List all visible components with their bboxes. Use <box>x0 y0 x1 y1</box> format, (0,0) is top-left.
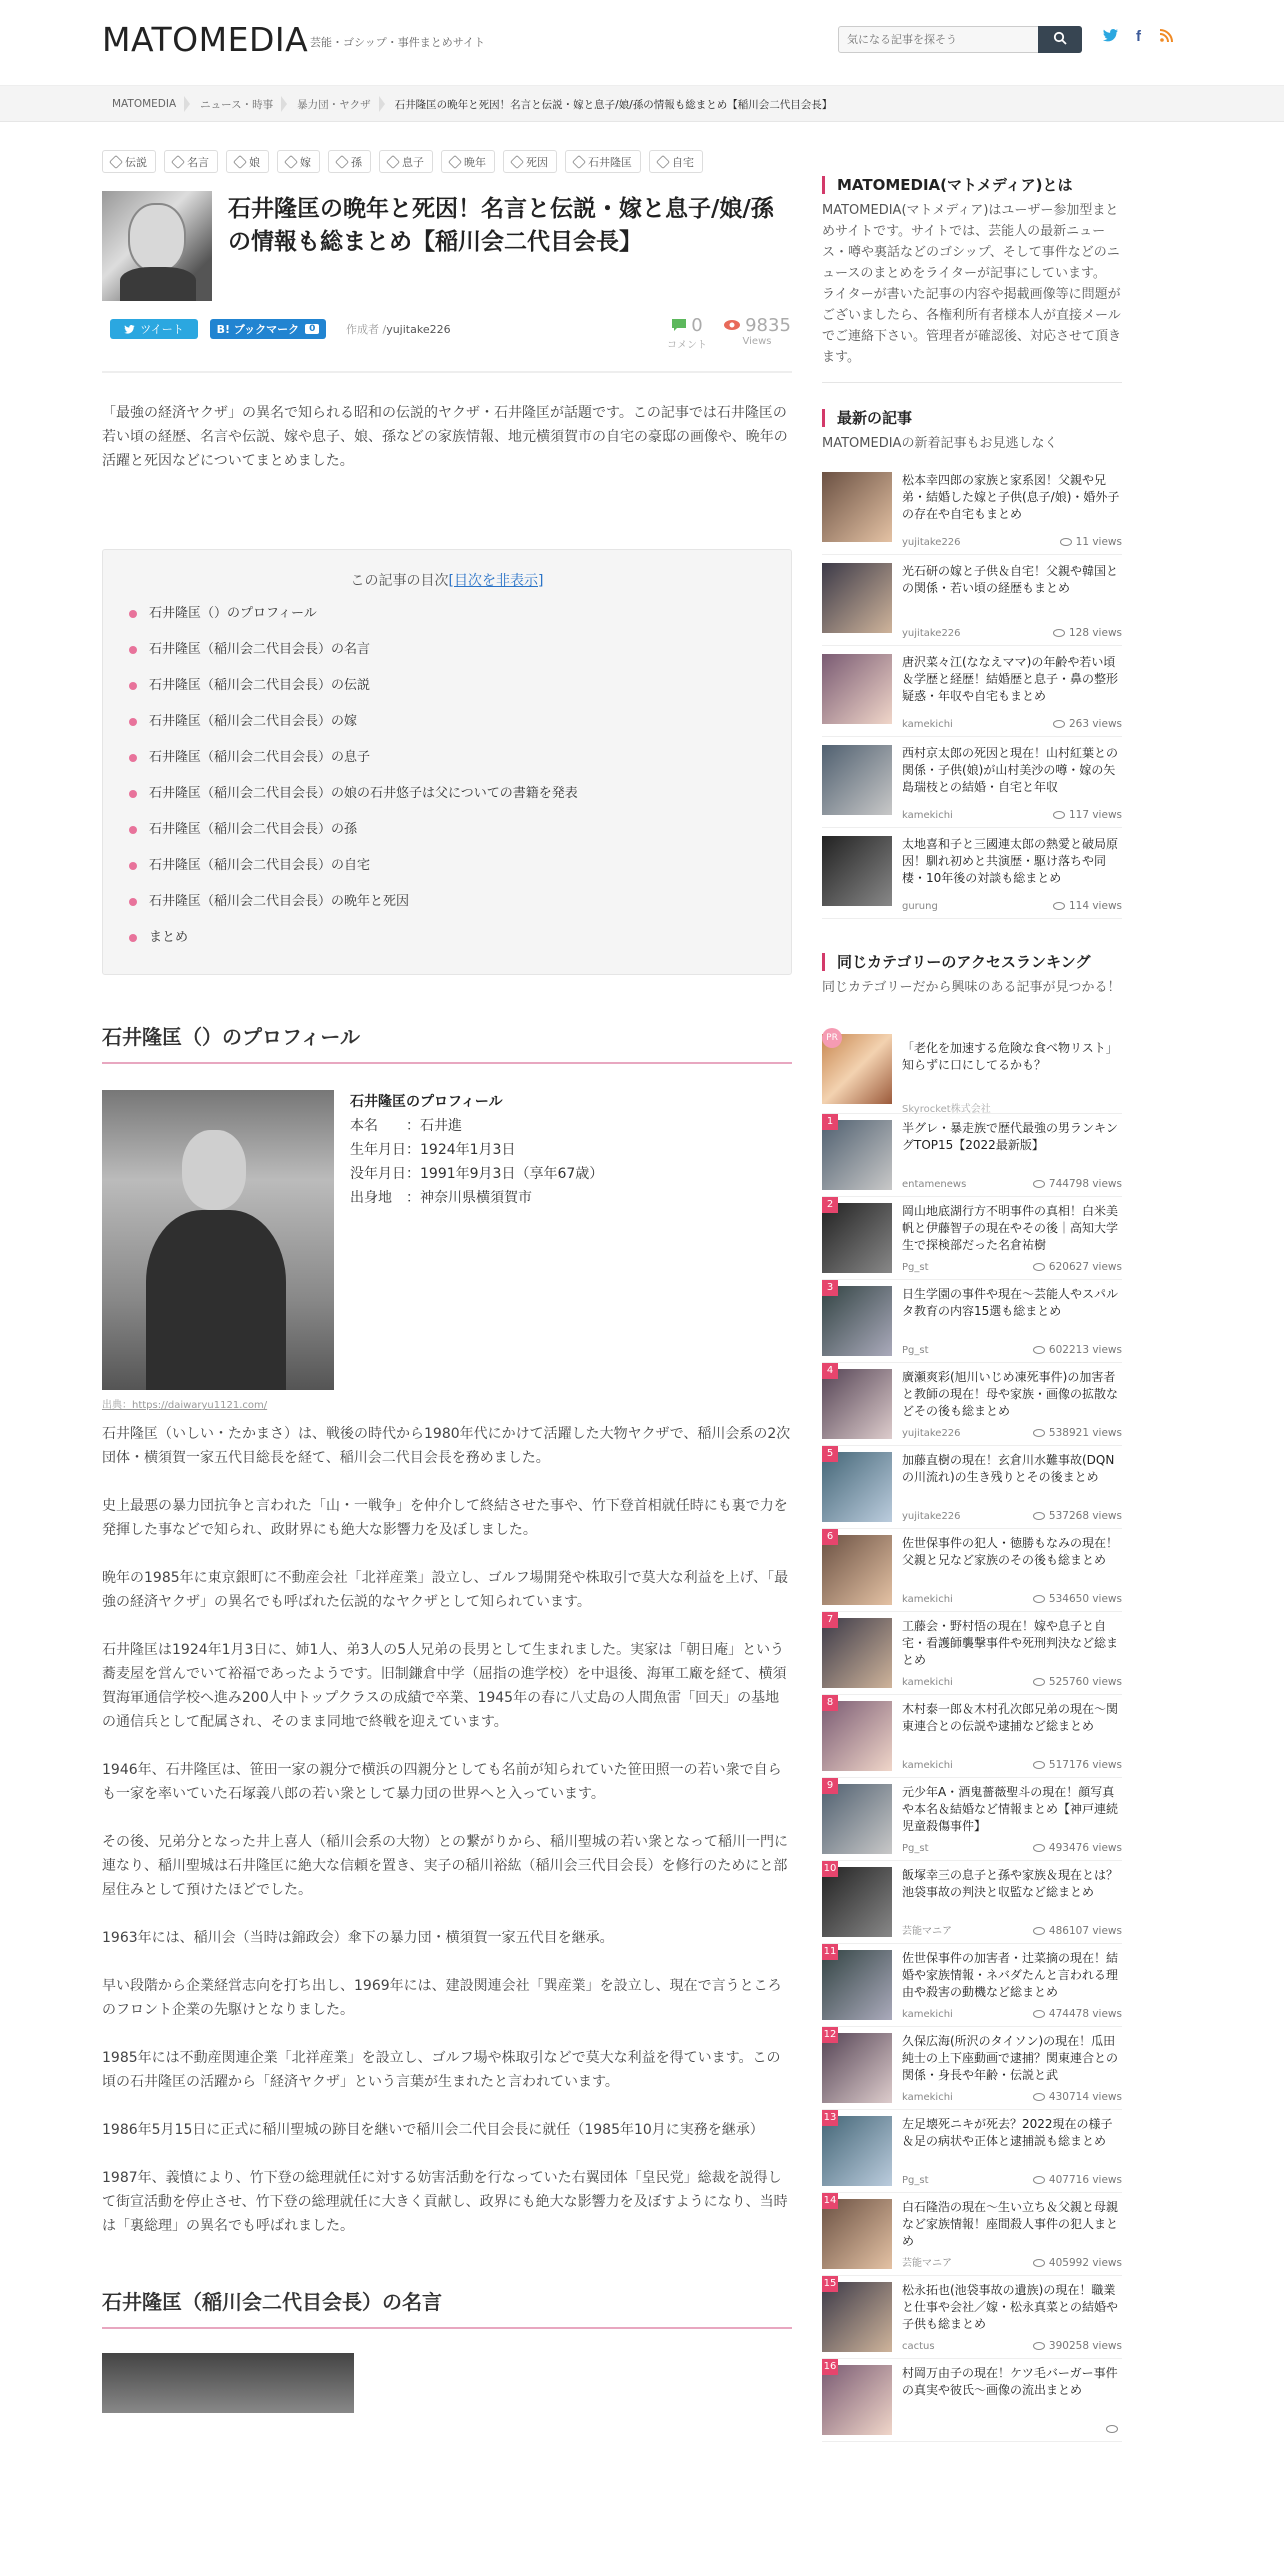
ranking-item[interactable] <box>822 2027 1122 2110</box>
latest-item[interactable] <box>822 828 1122 919</box>
tag-item[interactable]: 息子 <box>379 150 433 173</box>
comment-count[interactable]: 0 コメント <box>667 315 707 351</box>
ranking-views: 538921 views <box>1033 1427 1122 1439</box>
twitter-icon <box>124 325 135 334</box>
search-box <box>838 26 1082 53</box>
ranking-title: 工藤会・野村悟の現在！嫁や息子と自宅・看護師襲撃事件や死刑判決など総まとめ <box>902 1619 1119 1667</box>
latest-title: 西村京太郎の死因と現在！山村紅葉との関係・子供(娘)が山村美沙の噂・嫁の矢島瑞枝との結婚・自宅と年収 <box>902 746 1119 794</box>
toc-list <box>127 596 767 956</box>
tag-item[interactable]: 娘 <box>226 150 269 173</box>
rank-number: 15 <box>822 2276 838 2292</box>
latest-thumbnail <box>822 654 892 724</box>
ranking-title: 久保広海(所沢のタイソン)の現在！瓜田純士の上下座動画で逮捕？関東連合との関係・身長や年齢・伝説と武 <box>902 2034 1119 2082</box>
latest-item[interactable] <box>822 555 1122 646</box>
ranking-item[interactable] <box>822 1529 1122 1612</box>
toc-item[interactable]: 石井隆匡（稲川会二代目会長）の晩年と死因 <box>127 884 767 920</box>
profile-row: 出身地 ：神奈川県横須賀市 <box>350 1190 532 1206</box>
ranking-thumbnail <box>822 1618 892 1688</box>
ranking-title: 松永拓也(池袋事故の遺族)の現在！職業と仕事や会社／嫁・松永真菜との結婚や子供も総まとめ <box>902 2283 1119 2331</box>
body-paragraph: 1946年、石井隆匡は、笹田一家の親分で横浜の四親分としても名前が知られていた笹田照一の若い衆で自らも一家を率いていた石塚義八郎の若い衆として暴力団の世界へと入っています。 <box>102 1762 782 1802</box>
author-name[interactable]: yujitake226 <box>386 323 451 336</box>
latest-item[interactable] <box>822 646 1122 737</box>
rank-number: 2 <box>822 1197 838 1213</box>
ranking-thumbnail <box>822 1452 892 1522</box>
toc-item[interactable]: まとめ <box>127 920 767 956</box>
toc-item[interactable]: 石井隆匡（）のプロフィール <box>127 596 767 632</box>
ranking-item[interactable] <box>822 1363 1122 1446</box>
ranking-views: 534650 views <box>1033 1593 1122 1605</box>
latest-thumbnail <box>822 836 892 906</box>
latest-title: 光石研の嫁と子供＆自宅！父親や韓国との関係・若い頃の経歴もまとめ <box>902 564 1119 595</box>
section-heading: 石井隆匡（）のプロフィール <box>102 1021 792 1064</box>
body-paragraph: 晩年の1985年に東京銀町に不動産会社「北祥産業」設立し、ゴルフ場開発や株取引で莫大な利益を上げ、「最強の経済ヤクザ」の異名でも呼ばれた伝説的なヤクザとして知られています。 <box>102 1570 789 1610</box>
table-of-contents <box>102 549 792 975</box>
ranking-item[interactable] <box>822 1197 1122 1280</box>
eye-icon <box>1033 1346 1045 1354</box>
ranking-author[interactable]: 芸能マニア <box>902 1926 952 1937</box>
body-paragraph: 石井隆匡（いしい・たかまさ）は、戦後の時代から1980年代にかけて活躍した大物ヤクザで、稲川会系の2次団体・横須賀一家五代目総長を経て、稲川会二代目会長を務めました。 <box>102 1426 791 1466</box>
latest-title: 松本幸四郎の家族と家系図！父親や兄弟・結婚した嫁と子供(息子/娘)・婚外子の存在や自宅もまとめ <box>902 473 1120 521</box>
body-paragraph: 1987年、義憤により、竹下登の総理就任に対する妨害活動を行なっていた右翼団体「皇民党」総裁を説得して街宣活動を停止させ、竹下登の総理就任に大きく貢献し、政界にも絶大な影響力を及ぼすようになり、当時は「裏総理」の異名でも呼ばれました。 <box>102 2170 788 2234</box>
eye-icon <box>1033 2176 1045 2184</box>
tag-icon <box>510 154 524 168</box>
ranking-thumbnail <box>822 1535 892 1605</box>
eye-icon <box>1033 2342 1045 2350</box>
toc-item[interactable]: 石井隆匡（稲川会二代目会長）の伝説 <box>127 668 767 704</box>
ranking-item[interactable] <box>822 2276 1122 2359</box>
ranking-thumbnail <box>822 1867 892 1937</box>
ranking-author[interactable]: Pg_st <box>902 1262 929 1273</box>
latest-list <box>822 464 1122 919</box>
ranking-item[interactable] <box>822 2359 1122 2442</box>
body-paragraph: 早い段階から企業経営志向を打ち出し、1969年には、建設関連会社「巽産業」を設立し、現在で言うところのフロント企業の先駆けとなりました。 <box>102 1978 782 2018</box>
ranking-title: 佐世保事件の加害者・辻菜摘の現在！結婚や家族情報・ネバダたんと言われる理由や殺害の動機など総まとめ <box>902 1951 1119 1999</box>
latest-views: 117 views <box>1053 809 1122 821</box>
ranking-title: 白石隆浩の現在～生い立ち＆父親と母親など家族情報！座間殺人事件の犯人まとめ <box>902 2200 1119 2248</box>
toc-item[interactable]: 石井隆匡（稲川会二代目会長）の娘の石井悠子は父についての書籍を発表 <box>127 776 767 812</box>
ranking-author[interactable]: kamekichi <box>902 1677 953 1688</box>
rank-number: 7 <box>822 1612 838 1628</box>
sidebar <box>822 176 1122 2442</box>
ranking-author[interactable]: Pg_st <box>902 2175 929 2186</box>
ad-sponsor: Skyrocket株式会社 <box>902 1104 991 1115</box>
eye-icon <box>1033 1678 1045 1686</box>
eye-icon <box>1053 902 1065 910</box>
eye-icon <box>1033 2010 1045 2018</box>
ranking-author[interactable]: Pg_st <box>902 1843 929 1854</box>
profile-block <box>102 1090 792 1410</box>
profile-info <box>350 1090 603 1210</box>
breadcrumb <box>0 86 1284 122</box>
ranking-views: 390258 views <box>1033 2340 1122 2352</box>
latest-views: 263 views <box>1053 718 1122 730</box>
rank-number: 1 <box>822 1114 838 1130</box>
eye-icon <box>1053 811 1065 819</box>
ranking-thumbnail <box>822 1784 892 1854</box>
toc-item[interactable]: 石井隆匡（稲川会二代目会長）の嫁 <box>127 704 767 740</box>
comment-icon <box>671 318 687 332</box>
sidebar-latest-subtitle: MATOMEDIAの新着記事もお見逃しなく <box>822 436 1058 451</box>
toc-item[interactable]: 石井隆匡（稲川会二代目会長）の自宅 <box>127 848 767 884</box>
ad-item[interactable] <box>822 1028 1122 1114</box>
ranking-author[interactable]: entamenews <box>902 1179 967 1190</box>
ranking-item[interactable] <box>822 1695 1122 1778</box>
ranking-thumbnail <box>822 1120 892 1190</box>
ranking-views: 517176 views <box>1033 1759 1122 1771</box>
breadcrumb-yakuza[interactable]: 暴力団・ヤクザ <box>287 86 385 122</box>
ranking-thumbnail <box>822 1701 892 1771</box>
ad-title: 「老化を加速する危険な食べ物リスト」知らずに口にしてるかも？ <box>902 1041 1118 1072</box>
latest-thumbnail <box>822 472 892 542</box>
ranking-views: 486107 views <box>1033 1925 1122 1937</box>
ranking-thumbnail <box>822 1203 892 1273</box>
profile-photo <box>102 1090 334 1390</box>
latest-thumbnail <box>822 563 892 633</box>
latest-author[interactable]: kamekichi <box>902 719 953 730</box>
ranking-title: 岡山地底湖行方不明事件の真相！白米美帆と伊藤智子の現在やその後｜高知大学生で探検部だった名倉祐樹 <box>902 1204 1119 1252</box>
profile-row: 没年月日：1991年9月3日（享年67歳） <box>350 1166 604 1182</box>
rss-icon[interactable] <box>1160 28 1173 46</box>
ranking-item[interactable] <box>822 1280 1122 1363</box>
view-count: 9835 Views <box>722 315 792 347</box>
article-main <box>102 150 792 2413</box>
ranking-views: 405992 views <box>1033 2257 1122 2269</box>
rank-number: 13 <box>822 2110 838 2126</box>
rank-number: 6 <box>822 1529 838 1545</box>
tag-item[interactable]: 死因 <box>503 150 557 173</box>
ranking-views: 407716 views <box>1033 2174 1122 2186</box>
ranking-author[interactable]: cactus <box>902 2341 935 2352</box>
toc-heading: この記事の目次[目次を非表示] <box>350 573 544 589</box>
search-input[interactable] <box>839 27 1035 52</box>
rank-number: 8 <box>822 1695 838 1711</box>
profile-row: 生年月日：1924年1月3日 <box>350 1142 516 1158</box>
tag-icon <box>233 154 247 168</box>
section-photo <box>102 2353 354 2413</box>
toc-item[interactable]: 石井隆匡（稲川会二代目会長）の孫 <box>127 812 767 848</box>
profile-heading: 石井隆匡のプロフィール <box>350 1094 503 1110</box>
ranking-item[interactable] <box>822 1114 1122 1197</box>
eye-icon <box>1033 1263 1045 1271</box>
ranking-title: 飯塚幸三の息子と孫や家族＆現在とは？池袋事故の判決と収監など総まとめ <box>902 1868 1119 1899</box>
rank-number: 10 <box>822 1861 838 1877</box>
tag-item[interactable]: 晩年 <box>441 150 495 173</box>
rank-number: 11 <box>822 1944 838 1960</box>
sidebar-about-text: MATOMEDIA(マトメディア)はユーザー参加型まとめサイトです。サイトでは、芸能人の最新ニュース・噂や裏話などのゴシップ、そして事件などのニュースのまとめをライターが記事にしています。 ライターが書いた記事の内容や掲載画像等に問題がございましたら、各権利所有者様本人が直接メールでご連絡下さい。管理者が確認後、対応させて頂きます。 <box>822 203 1122 365</box>
eye-icon <box>1033 2259 1045 2267</box>
tag-icon <box>284 154 298 168</box>
ranking-item[interactable] <box>822 2193 1122 2276</box>
body-paragraph: 1986年5月15日に正式に稲川聖城の跡目を継いで稲川会二代目会長に就任（1985年10月に実務を継承） <box>102 2122 764 2138</box>
ranking-views <box>1106 2423 1122 2435</box>
tag-icon <box>656 154 670 168</box>
body-paragraph: 1963年には、稲川会（当時は錦政会）傘下の暴力団・横須賀一家五代目を継承。 <box>102 1930 614 1946</box>
ranking-title: 半グレ・暴走族で歴代最強の男ランキングTOP15【2022最新版】 <box>902 1121 1118 1152</box>
ranking-author[interactable]: kamekichi <box>902 1594 953 1605</box>
rank-number: 12 <box>822 2027 838 2043</box>
rank-number: 14 <box>822 2193 838 2209</box>
breadcrumb-home[interactable]: MATOMEDIA <box>102 86 190 122</box>
profile-row: 本名 ：石井進 <box>350 1118 462 1134</box>
eye-icon <box>1033 1761 1045 1769</box>
latest-author[interactable]: yujitake226 <box>902 537 961 548</box>
ranking-title: 佐世保事件の犯人・徳勝もなみの現在！父親と兄など家族のその後も総まとめ <box>902 1536 1119 1567</box>
ranking-item[interactable] <box>822 1612 1122 1695</box>
tag-icon <box>386 154 400 168</box>
ranking-item[interactable] <box>822 1944 1122 2027</box>
body-paragraph: 1985年には不動産関連企業「北祥産業」を設立し、ゴルフ場や株取引などで莫大な利益を得ています。この頃の石井隆匡の活躍から「経済ヤクザ」という言葉が生まれたと言われています。 <box>102 2050 781 2090</box>
tag-item[interactable]: 自宅 <box>649 150 703 173</box>
ranking-thumbnail <box>822 2033 892 2103</box>
tweet-button[interactable]: ツイート <box>110 319 198 339</box>
latest-item[interactable] <box>822 737 1122 828</box>
pr-badge: PR <box>822 1028 842 1048</box>
rank-number: 16 <box>822 2359 838 2375</box>
ranking-author[interactable]: kamekichi <box>902 2092 953 2103</box>
ranking-title: 木村泰一郎＆木村孔次郎兄弟の現在～関東連合との伝説や逮捕など総まとめ <box>902 1702 1119 1733</box>
latest-author[interactable]: gurung <box>902 901 938 912</box>
ranking-item[interactable] <box>822 1861 1122 1944</box>
ranking-thumbnail <box>822 1950 892 2020</box>
ranking-thumbnail <box>822 2199 892 2269</box>
ranking-title: 加藤直樹の現在！玄倉川水難事故(DQNの川流れ)の生き残りとその後まとめ <box>902 1453 1115 1484</box>
toc-item[interactable]: 石井隆匡（稲川会二代目会長）の息子 <box>127 740 767 776</box>
facebook-icon[interactable]: f <box>1136 28 1141 45</box>
author-line: 作成者 /yujitake226 <box>346 323 451 336</box>
ranking-views: 602213 views <box>1033 1344 1122 1356</box>
hatena-count: 0 <box>305 324 319 334</box>
tag-icon <box>171 154 185 168</box>
body-paragraph: 石井隆匡は1924年1月3日に、姉1人、弟3人の5人兄弟の長男として生まれました。実家は「朝日庵」という蕎麦屋を営んでいて裕福であったようです。旧制鎌倉中学（屈指の進学校）を中退後、海軍工廠を経て、横須賀海軍通信学校へ進み200人中トップクラスの成績で卒業、1945年の春に八丈島の人間魚雷「回天」の基地の通信兵として配属され、そのまま同地で終戦を迎えています。 <box>102 1642 787 1730</box>
ranking-views: 620627 views <box>1033 1261 1122 1273</box>
divider <box>102 371 792 373</box>
sidebar-about-title: MATOMEDIA(マトメディア)とは <box>822 176 1122 194</box>
ranking-title: 左足壊死ニキが死去？2022現在の様子＆足の病状や正体と逮捕説も総まとめ <box>902 2117 1113 2148</box>
eye-icon <box>1033 1512 1045 1520</box>
ranking-thumbnail <box>822 2116 892 2186</box>
site-logo[interactable]: MATOMEDIA <box>102 20 309 59</box>
ranking-thumbnail <box>822 1369 892 1439</box>
latest-views: 128 views <box>1053 627 1122 639</box>
ranking-views: 744798 views <box>1033 1178 1122 1190</box>
tag-icon <box>335 154 349 168</box>
breadcrumb-news[interactable]: ニュース・時事 <box>190 86 287 122</box>
divider <box>822 382 1122 383</box>
ranking-thumbnail <box>822 2282 892 2352</box>
article-meta <box>102 311 792 371</box>
ranking-author[interactable]: yujitake226 <box>902 1428 961 1439</box>
article-header <box>102 191 792 303</box>
toc-item[interactable]: 石井隆匡（稲川会二代目会長）の名言 <box>127 632 767 668</box>
tag-icon <box>109 154 123 168</box>
latest-views: 114 views <box>1053 900 1122 912</box>
body-paragraph: その後、兄弟分となった井上喜人（稲川会系の大物）との繋がりから、稲川聖城の若い衆となって稲川一門に連なり、稲川聖城は石井隆匡に絶大な信頼を置き、実子の稲川裕紘（稲川会三代目会長）を修行のためにと部屋住みとして預けたほどでした。 <box>102 1834 788 1898</box>
eye-icon <box>1033 1180 1045 1188</box>
rank-number: 3 <box>822 1280 838 1296</box>
latest-thumbnail <box>822 745 892 815</box>
latest-views: 11 views <box>1060 536 1122 548</box>
latest-author[interactable]: kamekichi <box>902 810 953 821</box>
sidebar-latest-title: 最新の記事 <box>822 409 1122 427</box>
article-thumbnail <box>102 191 212 301</box>
tag-item[interactable]: 嫁 <box>277 150 320 173</box>
ranking-item[interactable] <box>822 1446 1122 1529</box>
tag-item[interactable]: 伝説 <box>102 150 156 173</box>
ranking-title: 村岡万由子の現在！ケツ毛バーガー事件の真実や彼氏～画像の流出まとめ <box>902 2366 1118 2397</box>
eye-icon <box>723 319 741 331</box>
tag-icon <box>572 154 586 168</box>
eye-icon <box>1053 720 1065 728</box>
sidebar-ranking-subtitle: 同じカテゴリーだから興味のある記事が見つかる！ <box>822 980 1121 995</box>
ranking-author[interactable]: kamekichi <box>902 1760 953 1771</box>
ranking-thumbnail <box>822 2365 892 2435</box>
breadcrumb-current: 石井隆匡の晩年と死因！名言と伝説・嫁と息子/娘/孫の情報も総まとめ【稲川会二代目会長】 <box>394 98 833 111</box>
eye-icon <box>1033 1595 1045 1603</box>
ranking-views: 525760 views <box>1033 1676 1122 1688</box>
ranking-views: 537268 views <box>1033 1510 1122 1522</box>
twitter-icon[interactable] <box>1103 28 1118 46</box>
ranking-views: 474478 views <box>1033 2008 1122 2020</box>
ranking-views: 430714 views <box>1033 2091 1122 2103</box>
latest-author[interactable]: yujitake226 <box>902 628 961 639</box>
eye-icon <box>1033 1429 1045 1437</box>
rank-number: 9 <box>822 1778 838 1794</box>
ranking-author[interactable]: 芸能マニア <box>902 2258 952 2269</box>
hatena-bookmark-button[interactable]: B! ブックマーク 0 <box>210 319 326 339</box>
sidebar-ranking-title: 同じカテゴリーのアクセスランキング <box>822 953 1122 971</box>
search-icon <box>1053 31 1067 45</box>
page-title: 石井隆匡の晩年と死因！名言と伝説・嫁と息子/娘/孫の情報も総まとめ【稲川会二代目会長】 <box>228 196 774 255</box>
ranking-thumbnail <box>822 1286 892 1356</box>
rank-number: 4 <box>822 1363 838 1379</box>
ranking-title: 元少年A・酒鬼薔薇聖斗の現在！顔写真や本名＆結婚など情報まとめ【神戸連続児童殺傷事件】 <box>902 1785 1119 1833</box>
article-body <box>102 1422 792 2238</box>
ranking-item[interactable] <box>822 1778 1122 1861</box>
eye-icon <box>1033 1844 1045 1852</box>
ranking-list <box>822 1114 1122 2442</box>
eye-icon <box>1060 538 1072 546</box>
toc-toggle-link[interactable]: [目次を非表示] <box>448 573 544 589</box>
ranking-title: 日生学園の事件や現在～芸能人やスパルタ教育の内容15選も総まとめ <box>902 1287 1119 1318</box>
ranking-item[interactable] <box>822 2110 1122 2193</box>
eye-icon <box>1106 2425 1118 2433</box>
tag-icon <box>448 154 462 168</box>
ranking-author[interactable]: kamekichi <box>902 2009 953 2020</box>
tag-item[interactable]: 名言 <box>164 150 218 173</box>
image-source-link[interactable]: 出典：https://daiwaryu1121.com/ <box>102 1400 268 1411</box>
tag-item[interactable]: 石井隆匡 <box>565 150 641 173</box>
tag-list <box>102 150 792 173</box>
eye-icon <box>1053 629 1065 637</box>
body-paragraph: 史上最悪の暴力団抗争と言われた「山・一戦争」を仲介して終結させた事や、竹下登首相就任時にも裏で力を発揮した事などで知られ、政財界にも絶大な影響力を及ぼしました。 <box>102 1498 788 1538</box>
eye-icon <box>1033 1927 1045 1935</box>
article-intro: 「最強の経済ヤクザ」の異名で知られる昭和の伝説的ヤクザ・石井隆匡が話題です。この記事では石井隆匡の若い頃の経歴、名言や伝説、嫁や息子、娘、孫などの家族情報、地元横須賀市の自宅の豪邸の画像や、晩年の活躍と死因などについてまとめました。 <box>102 405 788 469</box>
eye-icon <box>1033 2093 1045 2101</box>
site-header <box>0 0 1284 86</box>
section-heading: 石井隆匡（稲川会二代目会長）の名言 <box>102 2286 792 2329</box>
ranking-author[interactable]: Pg_st <box>902 1345 929 1356</box>
ranking-views: 493476 views <box>1033 1842 1122 1854</box>
tag-item[interactable]: 孫 <box>328 150 371 173</box>
site-tagline: 芸能・ゴシップ・事件まとめサイト <box>310 36 486 49</box>
rank-number: 5 <box>822 1446 838 1462</box>
latest-title: 太地喜和子と三國連太郎の熱愛と破局原因！馴れ初めと共演歴・駆け落ちや同棲・10年後の対談も総まとめ <box>902 837 1119 885</box>
latest-item[interactable] <box>822 464 1122 555</box>
ranking-author[interactable]: yujitake226 <box>902 1511 961 1522</box>
ranking-title: 廣瀬爽彩(旭川いじめ凍死事件)の加害者と教師の現在！母や家族・画像の拡散などその後も総まとめ <box>902 1370 1119 1418</box>
latest-title: 唐沢菜々江(ななえママ)の年齢や若い頃＆学歴と経歴！結婚歴と息子・鼻の整形疑惑・年収や自宅もまとめ <box>902 655 1119 703</box>
search-button[interactable] <box>1038 26 1082 53</box>
